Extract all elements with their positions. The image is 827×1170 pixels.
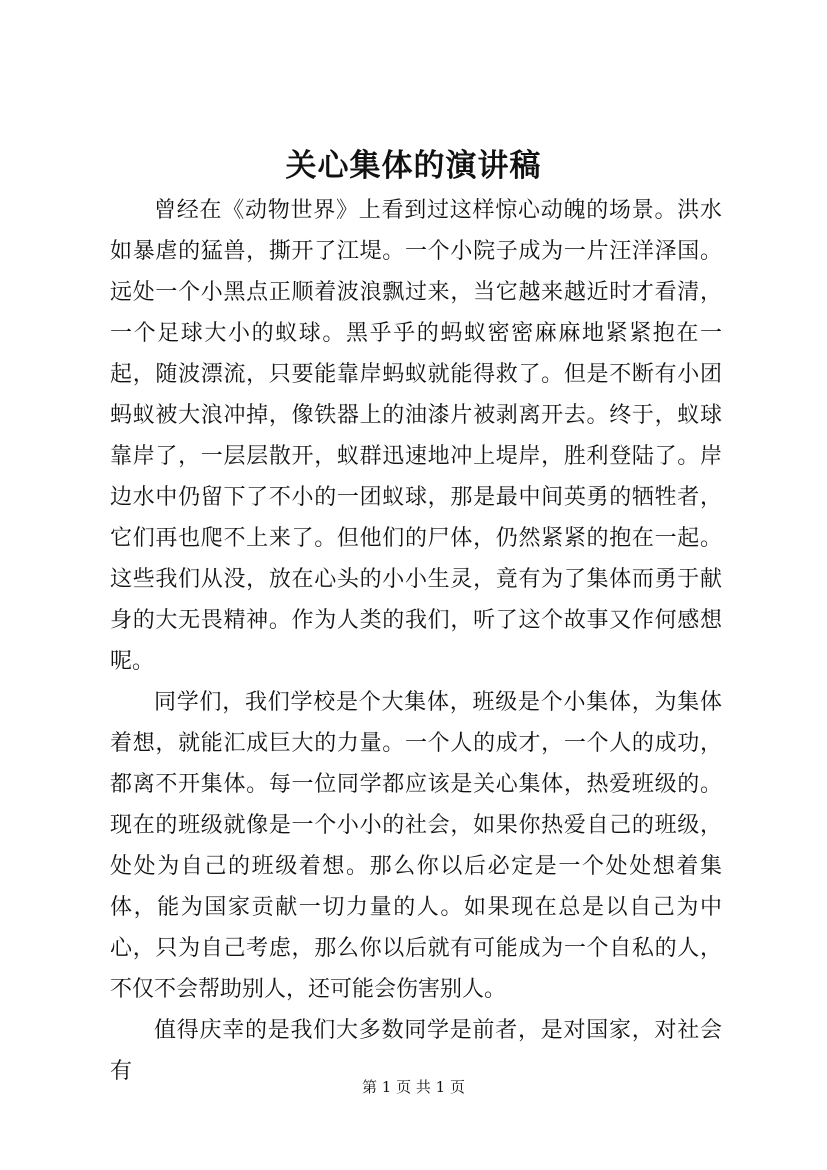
paragraph-3: 值得庆幸的是我们大多数同学是前者，是对国家，对社会有 (110, 1018, 722, 1084)
paragraph-1: 曾经在《动物世界》上看到过这样惊心动魄的场景。洪水如暴虐的猛兽，撕开了江堤。一个小院子成为一片汪洋泽国。远处一个小黑点正顺着波浪飘过来，当它越来越近时才看清，一个足球大小的蚁球。黑乎乎的蚂蚁密密麻麻地紧紧抱在一起，随波漂流，只要能靠岸蚂蚁就能得救了。但是不断有小团蚂蚁被大浪冲掉，像铁器上的油漆片被剥离开去。终于，蚁球靠岸了，一层层散开，蚁群迅速地冲上堤岸，胜利登陆了。岸边水中仍留下了不小的一团蚁球，那是最中间英勇的牺牲者，它们再也爬不上来了。但他们的尸体，仍然紧紧的抱在一起。这些我们从没，放在心头的小小生灵，竟有为了集体而勇于献身的大无畏精神。作为人类的我们，听了这个故事又作何感想呢。 (110, 198, 722, 674)
document-body (110, 190, 722, 1092)
page-footer: 第 1 页 共 1 页 (362, 1078, 465, 1096)
paragraph-2: 同学们，我们学校是个大集体，班级是个小集体，为集体着想，就能汇成巨大的力量。一个人的成才，一个人的成功，都离不开集体。每一位同学都应该是关心集体，热爱班级的。现在的班级就像是一个小小的社会，如果你热爱自己的班级，处处为自己的班级着想。那么你以后必定是一个处处想着集体，能为国家贡献一切力量的人。如果现在总是以自己为中心，只为自己考虑，那么你以后就有可能成为一个自私的人，不仅不会帮助别人，还可能会伤害别人。 (110, 690, 722, 1002)
document-title: 关心集体的演讲稿 (285, 148, 542, 184)
